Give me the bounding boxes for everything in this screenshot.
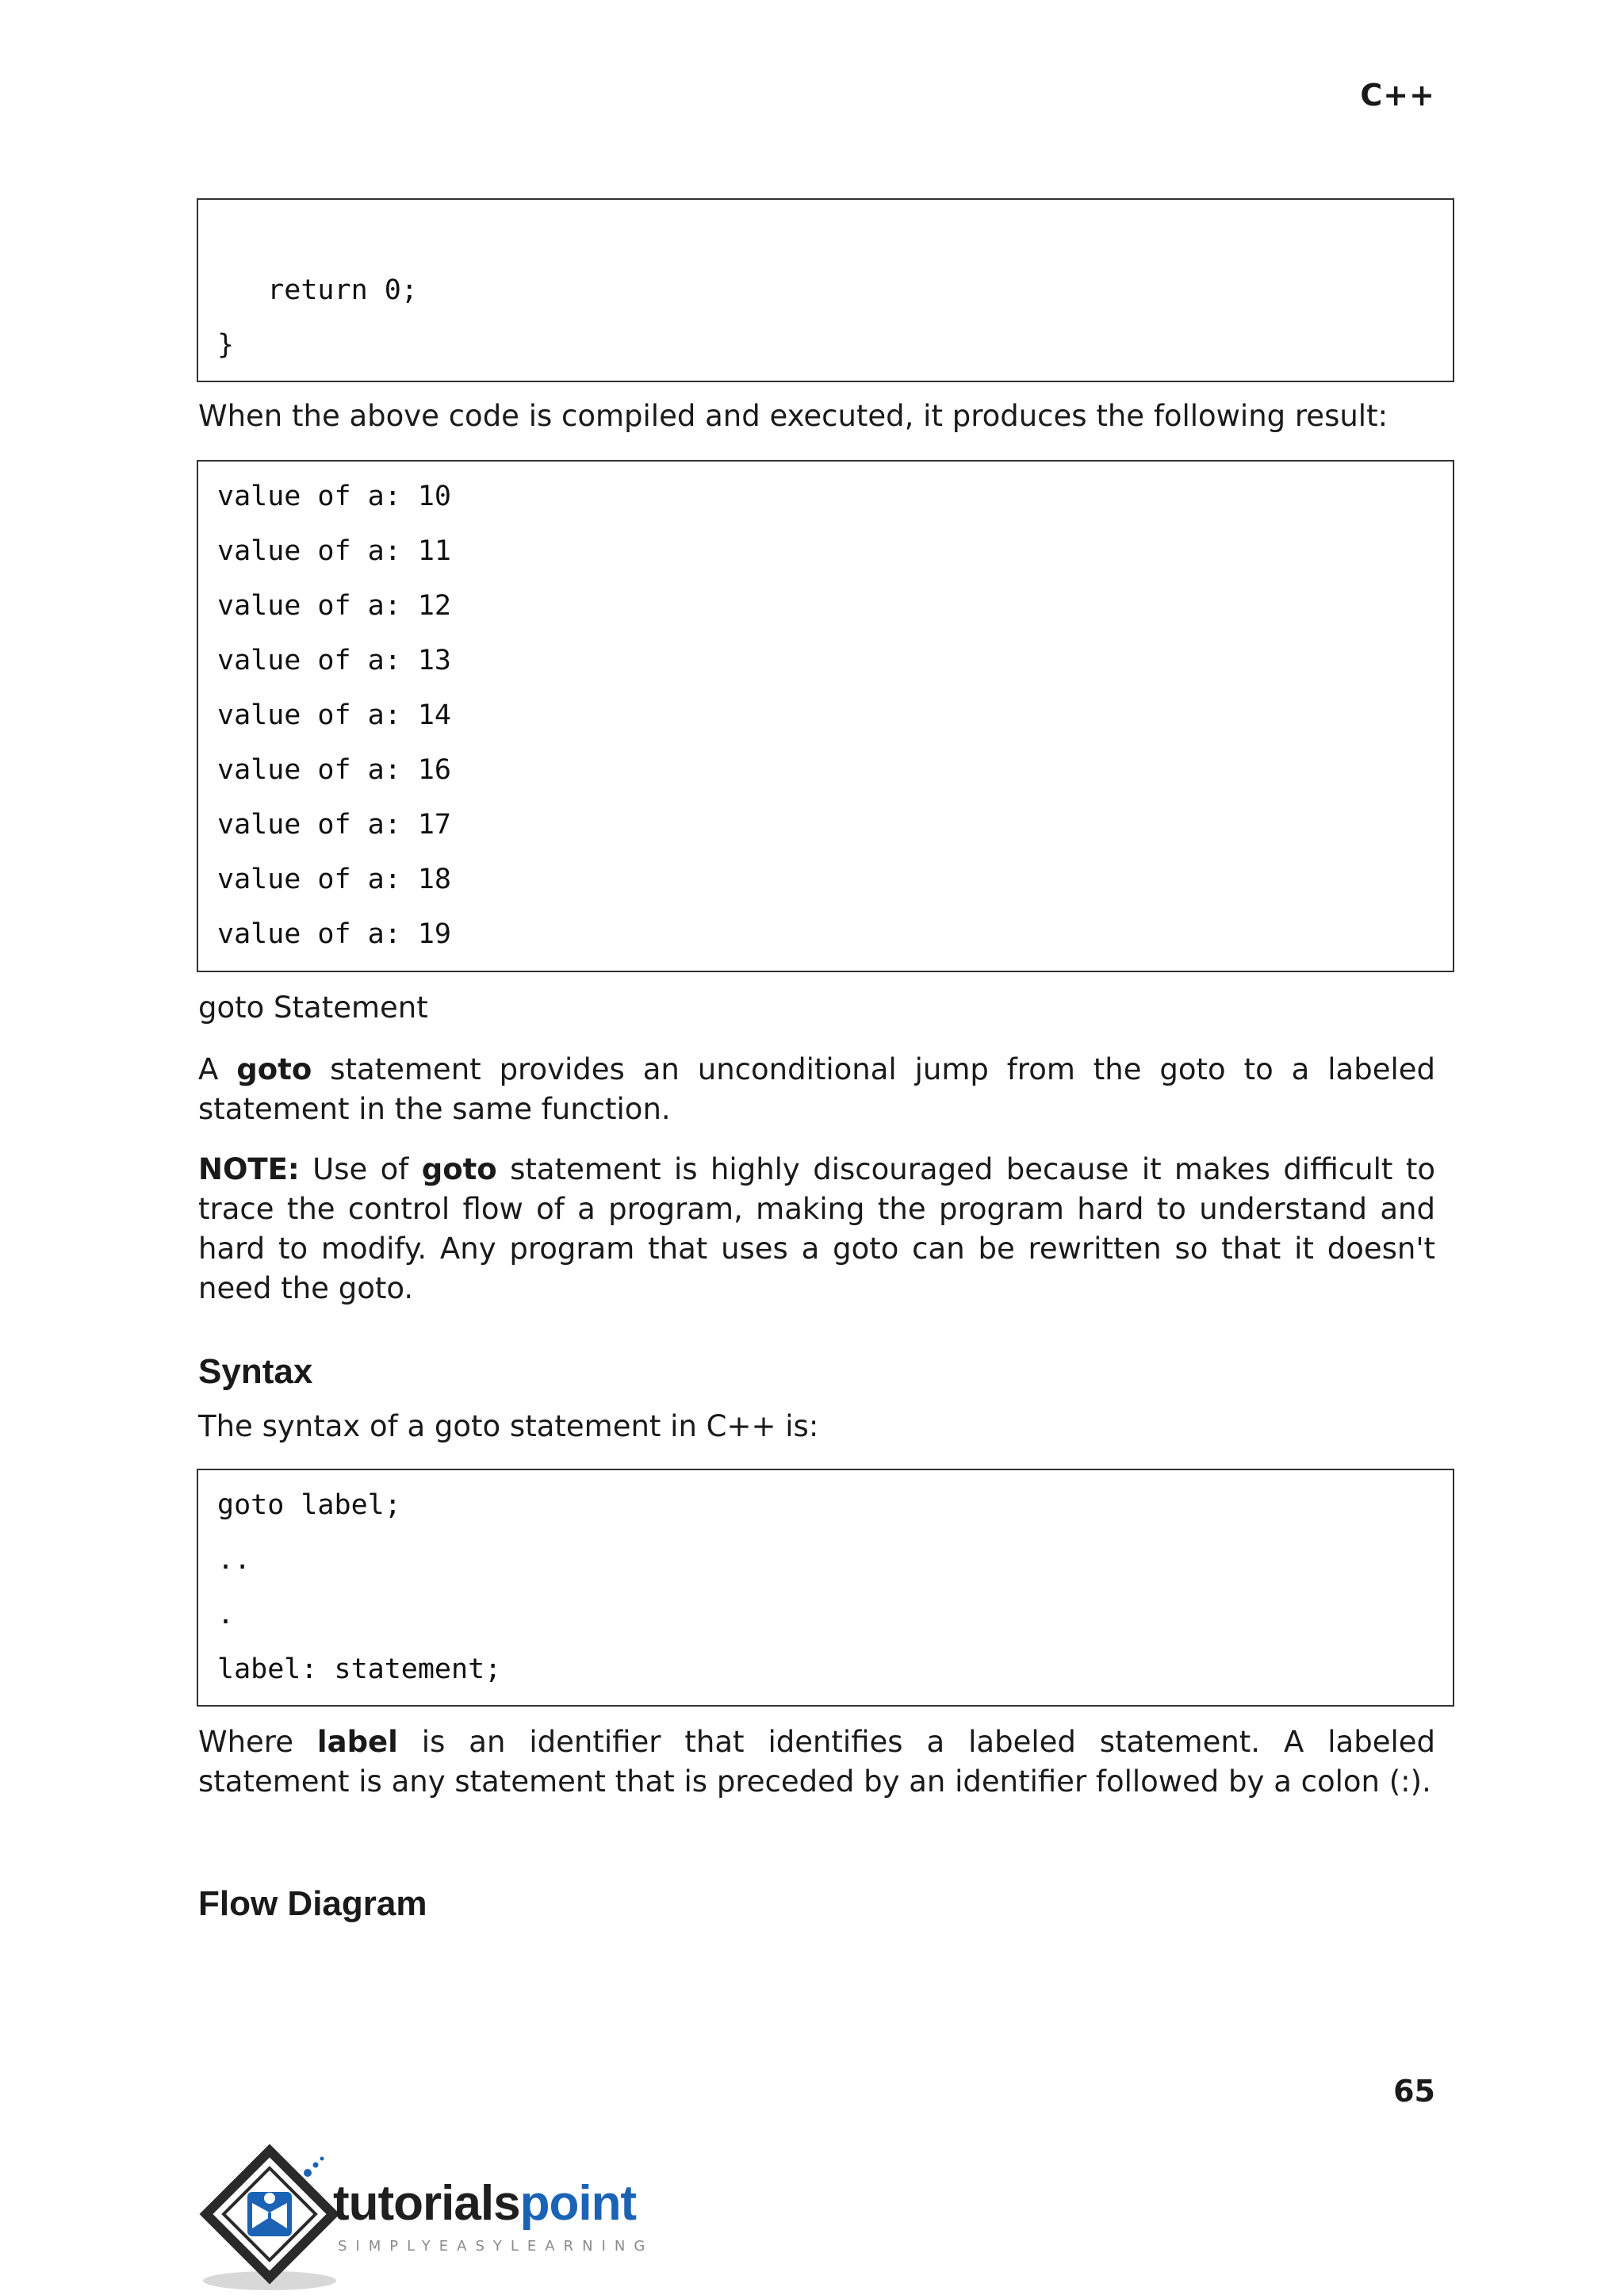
logo-tagline: SIMPLYEASYLEARNING: [338, 2238, 654, 2255]
syntax-code-block: [197, 1469, 1454, 1707]
keyword-goto: goto: [236, 1052, 312, 1086]
logo-wordmark: [333, 2176, 637, 2231]
text-fragment: A: [198, 1052, 237, 1086]
text-fragment: is an identifier that identifies a labeled statement. A labeled statement is any statement that is preceded by an identifier followed by a colon (:).: [198, 1725, 1436, 1799]
output-line: value of a: 17: [217, 809, 452, 841]
goto-note: [198, 1150, 1435, 1308]
output-intro: When the above code is compiled and executed, it produces the following result:: [198, 399, 1388, 433]
text-fragment: statement is highly discouraged because it makes difficult to trace the control flow of a program, making the program hard to understand and hard to modify. Any program that uses a goto can be rewritten so that it doesn't need the goto.: [198, 1152, 1435, 1305]
code-block-tail: [197, 198, 1454, 382]
code-line: ..: [217, 1544, 251, 1576]
output-line: value of a: 16: [217, 754, 452, 786]
heading-flow-diagram: Flow Diagram: [198, 1884, 427, 1923]
code-line: goto label;: [217, 1489, 401, 1521]
heading-syntax: Syntax: [198, 1352, 313, 1391]
output-line: value of a: 14: [217, 699, 452, 731]
text-fragment: statement provides an unconditional jump from the goto to a labeled statement in the same function.: [198, 1052, 1435, 1126]
output-line: value of a: 12: [217, 590, 452, 622]
goto-description: [198, 1050, 1435, 1129]
keyword-label: label: [316, 1725, 398, 1759]
keyword-goto: goto: [421, 1152, 497, 1186]
tutorialspoint-logo: [197, 2141, 688, 2292]
text-fragment: Use of: [299, 1152, 422, 1186]
output-line: value of a: 13: [217, 645, 452, 676]
section-title-goto: goto Statement: [198, 990, 428, 1025]
code-line: .: [217, 1599, 235, 1630]
output-line: value of a: 18: [217, 864, 452, 895]
code-line: label: statement;: [217, 1653, 502, 1685]
label-explanation: [198, 1722, 1435, 1802]
code-line: }: [217, 329, 235, 361]
logo-word-tutorials: tutorials: [333, 2176, 520, 2231]
note-label: NOTE:: [198, 1152, 300, 1186]
code-line: return 0;: [217, 274, 418, 306]
output-block: [197, 460, 1454, 972]
running-header-title: C++: [1360, 78, 1435, 113]
syntax-intro: The syntax of a goto statement in C++ is:: [198, 1409, 819, 1443]
text-fragment: Where: [198, 1725, 317, 1759]
logo-word-point: point: [519, 2176, 637, 2231]
logo-diamond-icon: [197, 2141, 339, 2292]
output-line: value of a: 11: [217, 535, 452, 567]
output-line: value of a: 19: [217, 918, 452, 950]
output-line: value of a: 10: [217, 481, 452, 512]
page-number: 65: [1393, 2074, 1435, 2109]
